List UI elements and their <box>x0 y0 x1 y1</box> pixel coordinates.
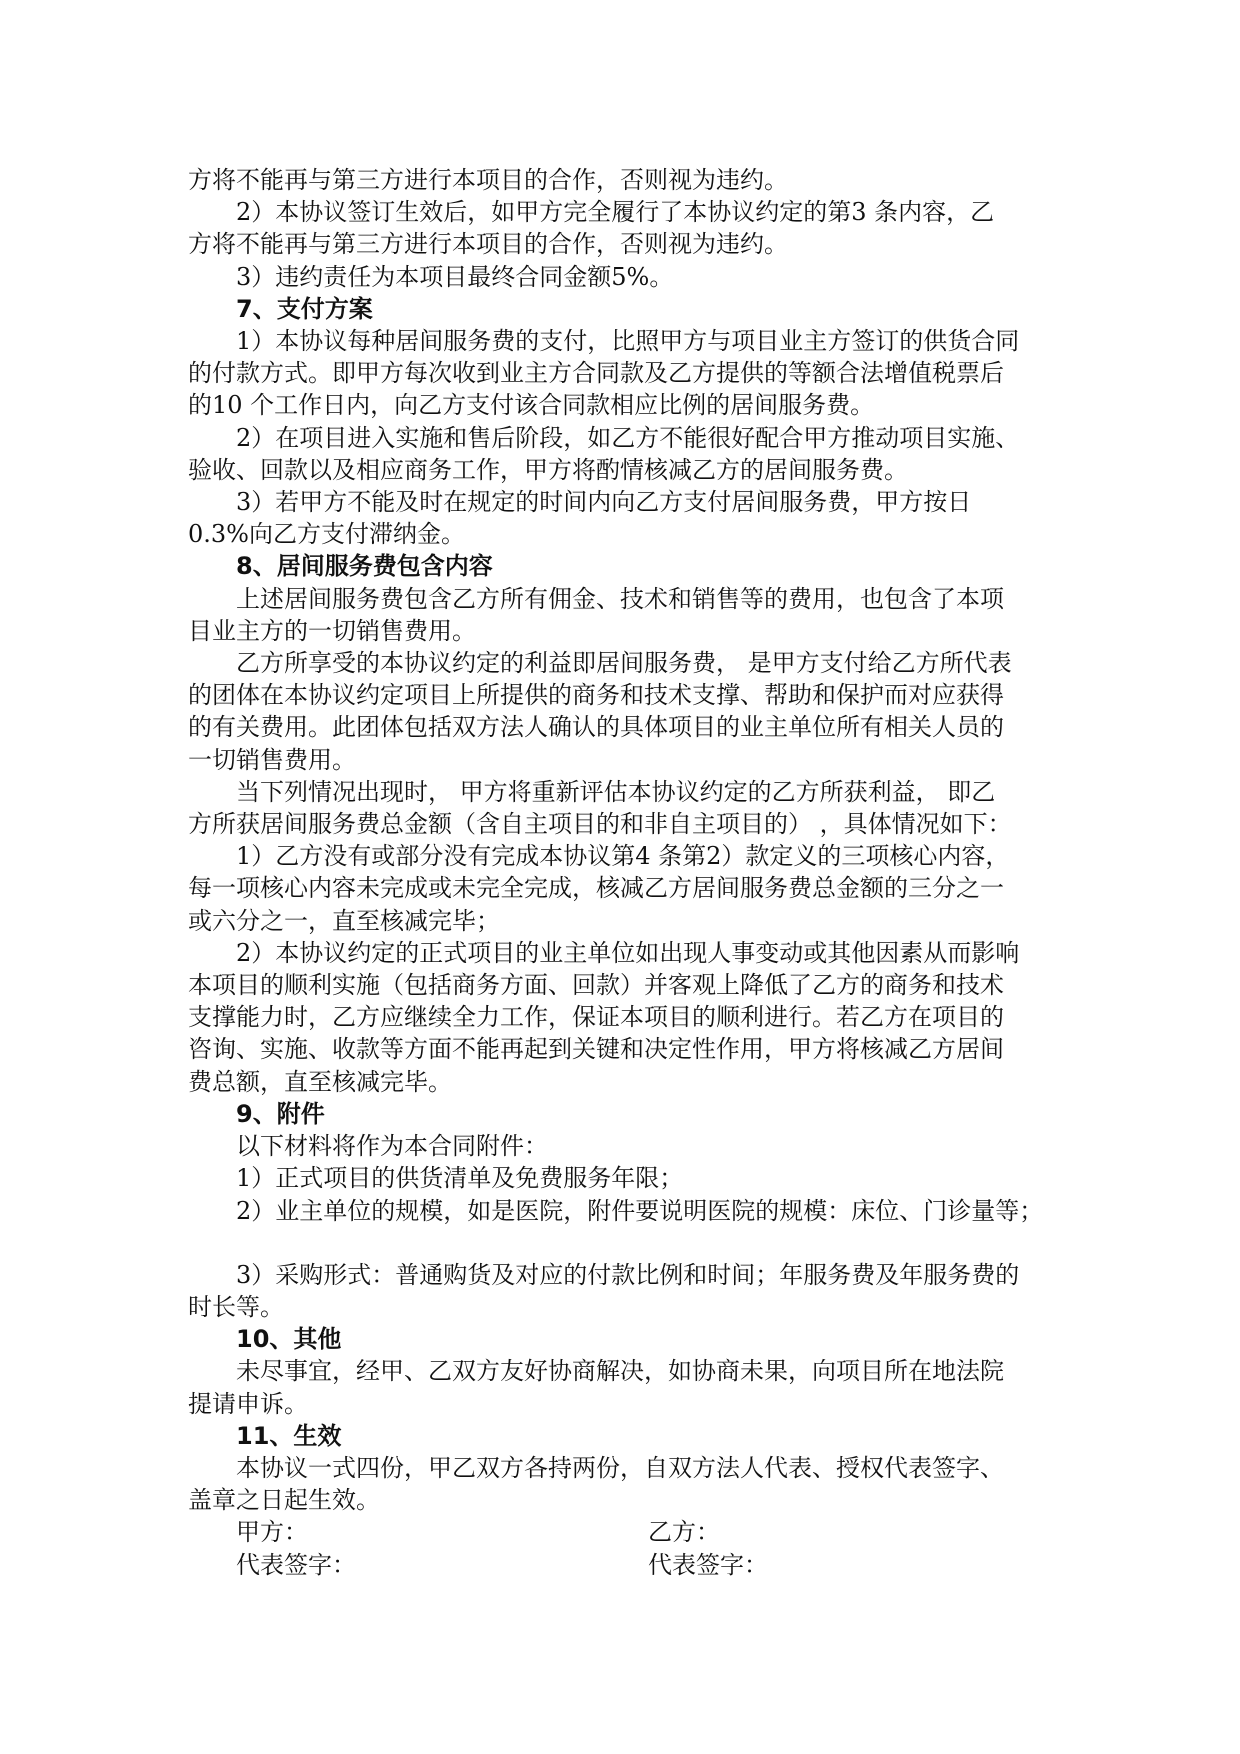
paragraph-line: 上述居间服务费包含乙方所有佣金、技术和销售等的费用，也包含了本项 <box>236 584 1004 613</box>
paragraph-line: 以下材料将作为本合同附件： <box>236 1132 548 1161</box>
signature-rep-row <box>188 1549 1068 1581</box>
rep-b-signature-label: 代表签字： <box>648 1550 768 1579</box>
paragraph-line: 2）业主单位的规模，如是医院，附件要说明医院的规模：床位、门诊量等； <box>236 1196 1044 1225</box>
signature-party-row <box>188 1516 1068 1548</box>
paragraph-line: 1）乙方没有或部分没有完成本协议第4 条第2）款定义的三项核心内容， <box>236 842 1010 871</box>
paragraph-line: 验收、回款以及相应商务工作，甲方将酌情核减乙方的居间服务费。 <box>188 455 908 484</box>
paragraph-line: 当下列情况出现时， 甲方将重新评估本协议约定的乙方所获利益， 即乙 <box>236 777 996 806</box>
section-heading: 9、附件 <box>236 1099 325 1128</box>
paragraph-line: 目业主方的一切销售费用。 <box>188 616 476 645</box>
paragraph-line: 2）在项目进入实施和售后阶段，如乙方不能很好配合甲方推动项目实施、 <box>236 423 1020 452</box>
paragraph-line: 本协议一式四份，甲乙双方各持两份，自双方法人代表、授权代表签字、 <box>236 1453 1004 1482</box>
document-body <box>188 164 1068 1581</box>
section-heading: 11、生效 <box>236 1421 342 1450</box>
section-heading: 7、支付方案 <box>236 294 373 323</box>
paragraph-line: 乙方所享受的本协议约定的利益即居间服务费， 是甲方支付给乙方所代表 <box>236 649 1012 678</box>
paragraph-line: 2）本协议签订生效后，如甲方完全履行了本协议约定的第3 条内容，乙 <box>236 198 995 227</box>
paragraph-line: 未尽事宜，经甲、乙双方友好协商解决，如协商未果，向项目所在地法院 <box>236 1357 1004 1386</box>
paragraph-line: 1）本协议每种居间服务费的支付，比照甲方与项目业主方签订的供货合同 <box>236 327 1020 356</box>
section-heading: 10、其他 <box>236 1325 342 1354</box>
paragraph-line: 1）正式项目的供货清单及免费服务年限； <box>236 1164 684 1193</box>
paragraph-line: 的团体在本协议约定项目上所提供的商务和技术支撑、帮助和保护而对应获得 <box>188 681 1004 710</box>
paragraph-line: 本项目的顺利实施（包括商务方面、回款）并客观上降低了乙方的商务和技术 <box>188 971 1004 1000</box>
paragraph-line: 3）违约责任为本项目最终合同金额5%。 <box>236 262 674 291</box>
paragraph-line: 支撑能力时，乙方应继续全力工作，保证本项目的顺利进行。若乙方在项目的 <box>188 1003 1004 1032</box>
party-b-label: 乙方： <box>648 1518 720 1547</box>
paragraph-line: 盖章之日起生效。 <box>188 1486 380 1515</box>
paragraph-line: 方将不能再与第三方进行本项目的合作，否则视为违约。 <box>188 166 788 194</box>
paragraph-line: 3）采购形式：普通购货及对应的付款比例和时间；年服务费及年服务费的 <box>236 1260 1020 1289</box>
paragraph-line: 的有关费用。此团体包括双方法人确认的具体项目的业主单位所有相关人员的 <box>188 713 1004 742</box>
paragraph-line: 的付款方式。即甲方每次收到业主方合同款及乙方提供的等额合法增值税票后 <box>188 359 1004 388</box>
paragraph-line: 费总额，直至核减完毕。 <box>188 1067 452 1096</box>
paragraph-line: 每一项核心内容未完成或未完全完成，核减乙方居间服务费总金额的三分之一 <box>188 874 1004 903</box>
paragraph-line: 或六分之一，直至核减完毕； <box>188 906 500 935</box>
paragraph-line: 提请申诉。 <box>188 1389 308 1418</box>
blank-line <box>188 1227 1068 1259</box>
paragraph-line: 方将不能再与第三方进行本项目的合作，否则视为违约。 <box>188 230 788 259</box>
section-heading: 8、居间服务费包含内容 <box>236 552 493 581</box>
rep-a-signature-label: 代表签字： <box>236 1550 356 1579</box>
paragraph-line: 时长等。 <box>188 1292 284 1321</box>
paragraph-line: 2）本协议约定的正式项目的业主单位如出现人事变动或其他因素从而影响 <box>236 938 1020 967</box>
paragraph-line: 0.3%向乙方支付滞纳金。 <box>188 520 465 549</box>
paragraph-line: 咨询、实施、收款等方面不能再起到关键和决定性作用，甲方将核减乙方居间 <box>188 1035 1004 1064</box>
paragraph-line: 3）若甲方不能及时在规定的时间内向乙方支付居间服务费，甲方按日 <box>236 488 972 517</box>
paragraph-line: 方所获居间服务费总金额（含自主项目的和非自主项目的） ，具体情况如下： <box>188 810 1012 839</box>
paragraph-line: 的10 个工作日内，向乙方支付该合同款相应比例的居间服务费。 <box>188 391 875 420</box>
paragraph-line: 一切销售费用。 <box>188 745 356 774</box>
party-a-label: 甲方： <box>236 1518 308 1547</box>
